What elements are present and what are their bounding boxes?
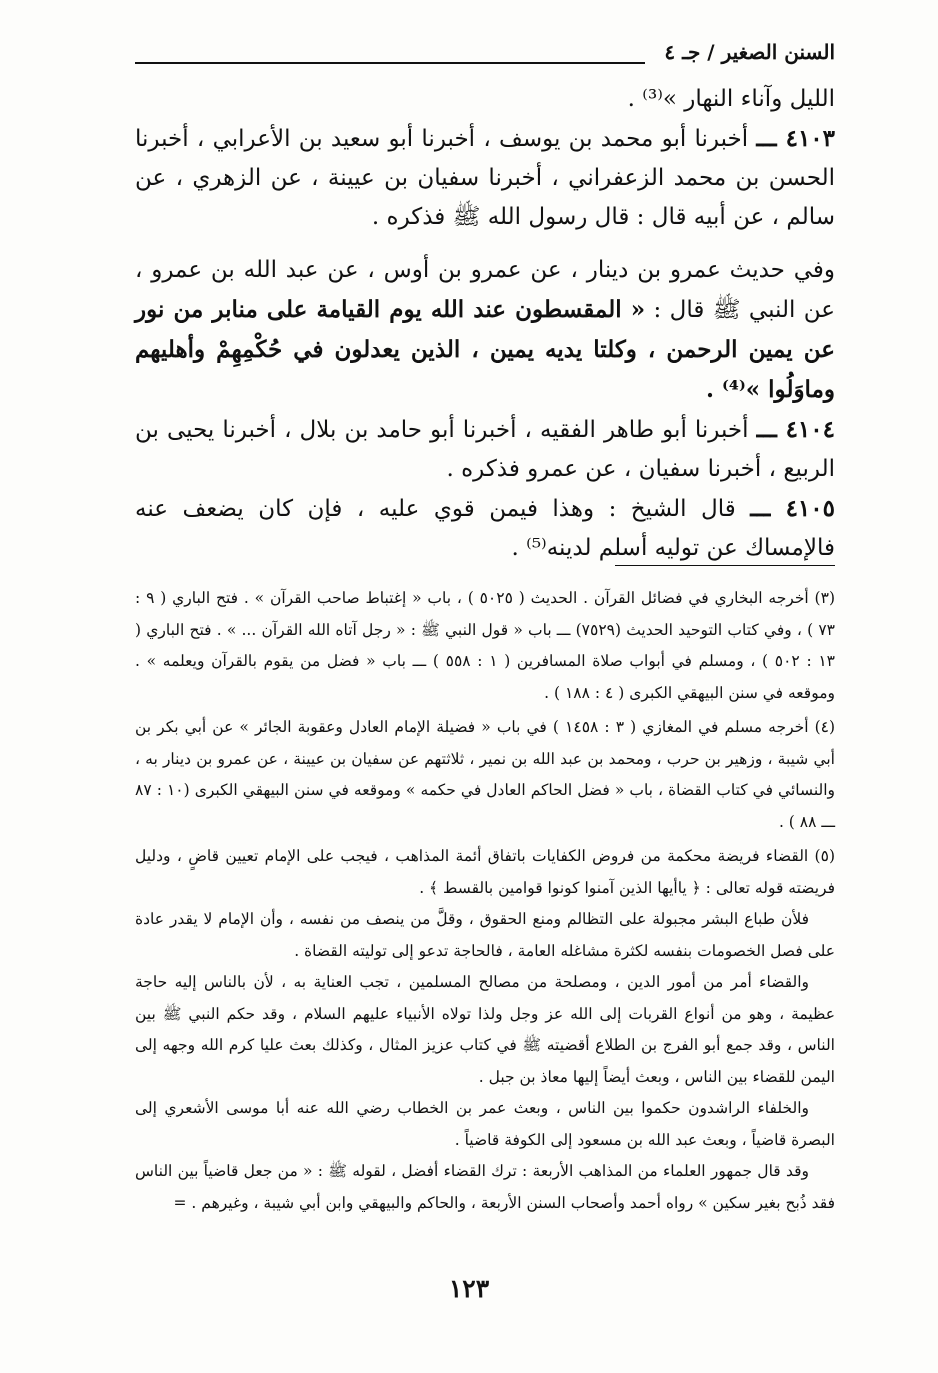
page-header (135, 40, 835, 72)
footnote-rule (615, 565, 835, 566)
hadith-text: قال الشيخ : وهذا فيمن قوي عليه ، فإن كان يضعف عنه فالإمساك عن توليه أسلم لدينه⁽⁵⁾ . (135, 496, 835, 561)
hadith-quote: « المقسطون عند الله يوم القيامة على منابر من نور عن يمين الرحمن ، وكلتا يديه يمين ، الذين يعدلون في حُكْمِهِمْ وأهليهم وماوَلُوا »⁽⁴⁾ . (135, 296, 835, 403)
main-text (135, 80, 835, 568)
hadith-4105 (135, 489, 835, 568)
hadith-narration (135, 251, 835, 410)
footnote-5-paragraph: والقضاء أمر من أمور الدين ، ومصلحة من مصالح المسلمين ، تجب العناية به ، لأن بالناس إليه حاجة عظيمة ، وهو من أنواع القربات إلى الله عز وجل ولذا تولاه الأنبياء عليهم السلام ، وقد حكم النبي ﷺ بين الناس ، وقد جمع أبو الفرج بن الطلاع أقضيته ﷺ في كتاب عزيز المثال ، وكذلك بعث عليا كرم الله وجهه إلى اليمن للقضاء بين الناس ، وبعث أيضاً إليها معاذ بن جبل . (135, 973, 835, 1086)
footnotes (135, 583, 835, 1219)
hadith-4104 (135, 410, 835, 489)
footnote-5: (٥) القضاء فريضة محكمة من فروض الكفايات باتفاق أئمة المذاهب ، فيجب على الإمام تعيين قاضٍ ، ودليل فريضته قوله تعالى : ﴿ ياأيها الذين آمنوا كونوا قوامين بالقسط ﴾ . (135, 847, 835, 897)
running-title: السنن الصغير / جـ ٤ (664, 40, 835, 64)
footnote-5-paragraph: والخلفاء الراشدون حكموا بين الناس ، وبعث عمر بن الخطاب رضي الله عنه أبا موسى الأشعري إلى البصرة قاضياً ، وبعث عبد الله بن مسعود إلى الكوفة قاضياً . (135, 1099, 835, 1149)
paragraph-text: الليل وآناء النهار »⁽³⁾ . (627, 86, 835, 112)
hadith-4103 (135, 119, 835, 237)
hadith-number: ٤١٠٣ ـــ (756, 125, 836, 152)
header-rule (135, 62, 645, 64)
hadith-text: أخبرنا أبو طاهر الفقيه ، أخبرنا أبو حامد بن بلال ، أخبرنا يحيى بن الربيع ، أخبرنا سفيان ، عن عمرو فذكره . (135, 417, 835, 482)
narration-text: وفي حديث عمرو بن دينار ، عن عمرو بن أوس ، عن عبد الله بن عمرو ، عن النبي ﷺ قال : (135, 257, 836, 323)
hadith-text: أخبرنا أبو محمد بن يوسف ، أخبرنا أبو سعيد بن الأعرابي ، أخبرنا الحسن بن محمد الزعفراني ، أخبرنا سفيان بن عيينة ، عن الزهري ، عن سالم ، عن أبيه قال : قال رسول الله ﷺ فذكره . (135, 126, 835, 230)
hadith-number: ٤١٠٤ ـــ (756, 416, 835, 443)
footnote-5-paragraph: وقد قال جمهور العلماء من المذاهب الأربعة : ترك القضاء أفضل ، لقوله ﷺ : « من جعل قاضياً بين الناس فقد ذُبح بغير سكين » رواه أحمد وأصحاب السنن الأربعة ، والحاكم والبيهقي وابن أبي شيبة ، وغيرهم . = (135, 1162, 835, 1212)
footnote-5-paragraph: فلأن طباع البشر مجبولة على التظالم ومنع الحقوق ، وقلَّ من ينصف من نفسه ، وأن الإمام لا يقدر عادة على فصل الخصومات بنفسه لكثرة مشاغله العامة ، فالحاجة تدعو إلى توليته القضاة . (135, 910, 835, 960)
page-number: ١٢٣ (448, 1274, 490, 1303)
hadith-number: ٤١٠٥ ـــ (750, 495, 835, 522)
footnote-3: (٣) أخرجه البخاري في فضائل القرآن . الحديث ( ٥٠٢٥ ) ، باب « إغتباط صاحب القرآن » . فتح الباري ( ٩ : ٧٣ ) ، وفي كتاب التوحيد الحديث (٧٥٢٩) ـــ باب « قول النبي ﷺ : « رجل آتاه الله القرآن ... » . فتح الباري ( ١٣ : ٥٠٢ ) ، ومسلم في أبواب صلاة المسافرين ( ١ : ٥٥٨ ) ـــ باب « فضل من يقوم بالقرآن ويعلمه » . وموقعه في سنن البيهقي الكبرى ( ٤ : ١٨٨ ) . (135, 589, 835, 702)
paragraph-continuation (135, 80, 835, 119)
footnote-4: (٤) أخرجه مسلم في المغازي ( ٣ : ١٤٥٨ ) في باب « فضيلة الإمام العادل وعقوبة الجائر » عن أبي بكر بن أبي شيبة ، وزهير بن حرب ، ومحمد بن عبد الله بن نمير ، ثلاثتهم عن سفيان بن عيينة ، عن عمرو بن دينار به ، والنسائي في كتاب القضاة ، باب « فضل الحاكم العادل في حكمه » وموقعه في سنن البيهقي الكبرى (١٠ : ٨٧ ـــ ٨٨ ) . (135, 718, 836, 831)
